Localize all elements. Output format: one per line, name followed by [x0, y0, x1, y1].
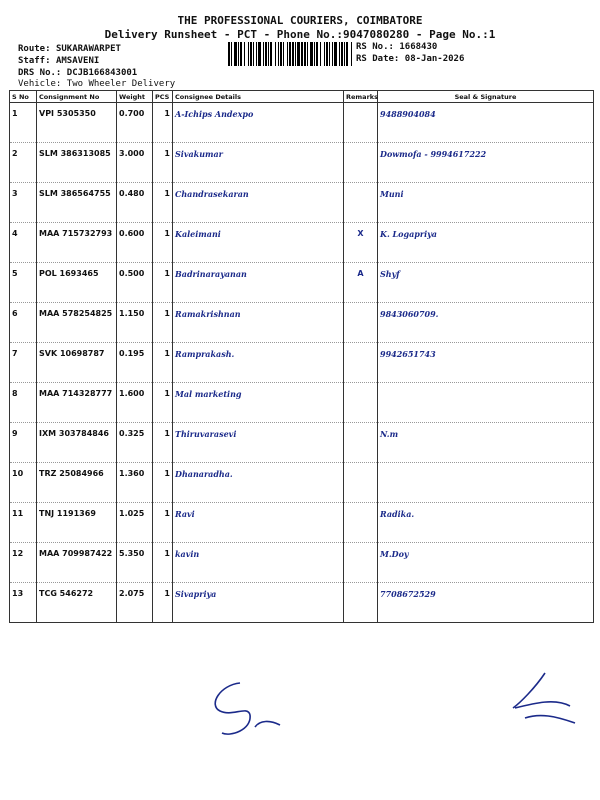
vehicle-label: Vehicle: — [18, 79, 62, 89]
row-sno: 2 — [10, 143, 37, 183]
row-sno: 10 — [10, 463, 37, 503]
barcode-bar — [287, 42, 288, 66]
rs-date-value: 08-Jan-2026 — [404, 54, 465, 64]
rs-no-label: RS No.: — [356, 42, 394, 52]
row-consignment: MAA 709987422 — [37, 543, 117, 583]
row-signature: 7708672529 — [378, 583, 594, 623]
table-row — [10, 263, 594, 303]
vehicle-line — [18, 79, 175, 89]
barcode-bar — [316, 42, 318, 66]
row-sno: 5 — [10, 263, 37, 303]
runsheet-table — [9, 90, 594, 623]
row-remarks — [344, 383, 378, 423]
row-signature: Muni — [378, 183, 594, 223]
drs-line — [18, 68, 137, 78]
row-pcs: 1 — [153, 343, 173, 383]
row-consignee: Mal marketing — [173, 383, 344, 423]
row-consignment: MAA 714328777 — [37, 383, 117, 423]
row-sno: 4 — [10, 223, 37, 263]
barcode-bar — [314, 42, 315, 66]
barcode-bar — [240, 42, 242, 66]
rs-date-line — [356, 54, 464, 64]
row-pcs: 1 — [153, 263, 173, 303]
table-row — [10, 583, 594, 623]
barcode-bar — [346, 42, 348, 66]
row-sno: 6 — [10, 303, 37, 343]
route-value: SUKARAWARPET — [55, 44, 121, 54]
row-signature: Radika. — [378, 503, 594, 543]
barcode-bar — [332, 42, 333, 66]
row-signature: N.m — [378, 423, 594, 463]
row-consignment: POL 1693465 — [37, 263, 117, 303]
row-pcs: 1 — [153, 303, 173, 343]
row-pcs: 1 — [153, 583, 173, 623]
table-row — [10, 463, 594, 503]
row-consignee: Dhanaradha. — [173, 463, 344, 503]
row-signature: K. Logapriya — [378, 223, 594, 263]
rs-no-value: 1668430 — [399, 42, 438, 52]
row-consignee: Badrinarayanan — [173, 263, 344, 303]
staff-line — [18, 56, 99, 66]
row-consignee: kavin — [173, 543, 344, 583]
row-consignment: VPI 5305350 — [37, 103, 117, 143]
row-remarks — [344, 543, 378, 583]
barcode-bar — [292, 42, 294, 66]
barcode-bar — [248, 42, 249, 66]
row-remarks: X — [344, 223, 378, 263]
row-remarks: A — [344, 263, 378, 303]
row-pcs: 1 — [153, 503, 173, 543]
drs-value: DCJB166843001 — [66, 68, 138, 78]
row-signature: 9488904084 — [378, 103, 594, 143]
row-consignee: Sivapriya — [173, 583, 344, 623]
row-sno: 8 — [10, 383, 37, 423]
row-sno: 9 — [10, 423, 37, 463]
row-consignment: MAA 715732793 — [37, 223, 117, 263]
row-consignee: Kaleimani — [173, 223, 344, 263]
row-signature: M.Doy — [378, 543, 594, 583]
row-consignee: Sivakumar — [173, 143, 344, 183]
row-pcs: 1 — [153, 183, 173, 223]
barcode-bar — [289, 42, 291, 66]
col-weight: Weight — [117, 91, 153, 103]
row-consignment: TCG 546272 — [37, 583, 117, 623]
table-row — [10, 183, 594, 223]
row-weight: 1.600 — [117, 383, 153, 423]
barcode-bar — [265, 42, 267, 66]
row-weight: 0.700 — [117, 103, 153, 143]
row-consignee: A-Ichips Andexpo — [173, 103, 344, 143]
staff-value: AMSAVENI — [55, 56, 100, 66]
row-consignee: Ramakrishnan — [173, 303, 344, 343]
barcode-bar — [329, 42, 330, 66]
barcode-bar — [297, 42, 300, 66]
row-consignment: TRZ 25084966 — [37, 463, 117, 503]
row-consignment: SLM 386564755 — [37, 183, 117, 223]
row-remarks — [344, 103, 378, 143]
barcode-bar — [301, 42, 303, 66]
table-row — [10, 143, 594, 183]
staff-label: Staff: — [18, 56, 51, 66]
barcode-bar — [275, 42, 276, 66]
row-pcs: 1 — [153, 223, 173, 263]
row-remarks — [344, 503, 378, 543]
barcode-bar — [307, 42, 308, 66]
barcode-bar — [341, 42, 343, 66]
row-remarks — [344, 143, 378, 183]
barcode-bar — [283, 42, 284, 66]
row-sno: 7 — [10, 343, 37, 383]
row-consignee: Ravi — [173, 503, 344, 543]
rs-no-line — [356, 42, 437, 52]
row-signature: Dowmofa - 9994617222 — [378, 143, 594, 183]
col-sno: S No — [10, 91, 37, 103]
row-consignment: SVK 10698787 — [37, 343, 117, 383]
row-weight: 0.600 — [117, 223, 153, 263]
barcode-bar — [268, 42, 269, 66]
route-line — [18, 44, 121, 54]
row-remarks — [344, 183, 378, 223]
row-pcs: 1 — [153, 423, 173, 463]
table-row — [10, 503, 594, 543]
row-weight: 2.075 — [117, 583, 153, 623]
col-pcs: PCS — [153, 91, 173, 103]
row-consignee: Chandrasekaran — [173, 183, 344, 223]
row-sno: 11 — [10, 503, 37, 543]
barcode-bar — [326, 42, 328, 66]
route-label: Route: — [18, 44, 51, 54]
row-remarks — [344, 423, 378, 463]
company-title: THE PROFESSIONAL COURIERS, COIMBATORE — [177, 14, 423, 27]
row-weight: 0.480 — [117, 183, 153, 223]
col-remarks: Remarks — [344, 91, 378, 103]
barcode-bar — [231, 42, 232, 66]
barcode-bar — [256, 42, 257, 66]
col-consignee: Consignee Details — [173, 91, 344, 103]
row-signature — [378, 383, 594, 423]
rs-date-label: RS Date: — [356, 54, 400, 64]
table-row — [10, 103, 594, 143]
row-weight: 1.025 — [117, 503, 153, 543]
row-weight: 0.195 — [117, 343, 153, 383]
row-remarks — [344, 303, 378, 343]
barcode-bar — [280, 42, 282, 66]
barcode-bar — [295, 42, 296, 66]
barcode-bar — [228, 42, 230, 66]
barcode-bar — [324, 42, 325, 66]
row-signature: Shyf — [378, 263, 594, 303]
barcode-bar — [238, 42, 239, 66]
barcode-bar — [250, 42, 252, 66]
row-weight: 3.000 — [117, 143, 153, 183]
row-weight: 1.360 — [117, 463, 153, 503]
barcode-bar — [304, 42, 306, 66]
row-weight: 5.350 — [117, 543, 153, 583]
barcode-bar — [339, 42, 340, 66]
row-weight: 0.325 — [117, 423, 153, 463]
row-signature — [378, 463, 594, 503]
barcode-bar — [278, 42, 279, 66]
table-row — [10, 423, 594, 463]
barcode-bar — [234, 42, 237, 66]
barcode-bar — [320, 42, 321, 66]
barcode-bar — [344, 42, 345, 66]
barcode-bar — [258, 42, 261, 66]
row-remarks — [344, 463, 378, 503]
row-pcs: 1 — [153, 383, 173, 423]
table-header-row — [10, 91, 594, 103]
runsheet-subtitle: Delivery Runsheet - PCT - Phone No.:9047080280 - Page No.:1 — [104, 28, 496, 41]
row-pcs: 1 — [153, 143, 173, 183]
barcode — [228, 42, 352, 66]
barcode-bar — [351, 42, 352, 66]
row-signature: 9942651743 — [378, 343, 594, 383]
table-row — [10, 543, 594, 583]
barcode-bar — [270, 42, 272, 66]
row-remarks — [344, 583, 378, 623]
barcode-bar — [334, 42, 337, 66]
row-sno: 1 — [10, 103, 37, 143]
col-signature: Seal & Signature — [378, 91, 594, 103]
row-consignment: TNJ 1191369 — [37, 503, 117, 543]
row-consignee: Ramprakash. — [173, 343, 344, 383]
row-remarks — [344, 343, 378, 383]
row-pcs: 1 — [153, 103, 173, 143]
table-row — [10, 303, 594, 343]
row-sno: 13 — [10, 583, 37, 623]
row-consignee: Thiruvarasevi — [173, 423, 344, 463]
courier-signature — [200, 675, 290, 745]
row-sno: 3 — [10, 183, 37, 223]
barcode-bar — [244, 42, 245, 66]
table-row — [10, 383, 594, 423]
drs-label: DRS No.: — [18, 68, 62, 78]
barcode-bar — [263, 42, 264, 66]
row-pcs: 1 — [153, 463, 173, 503]
vehicle-value: Two Wheeler Delivery — [66, 79, 176, 89]
barcode-bar — [253, 42, 254, 66]
row-consignment: IXM 303784846 — [37, 423, 117, 463]
table-row — [10, 223, 594, 263]
row-pcs: 1 — [153, 543, 173, 583]
row-weight: 1.150 — [117, 303, 153, 343]
table-row — [10, 343, 594, 383]
barcode-bar — [310, 42, 313, 66]
row-consignment: SLM 386313085 — [37, 143, 117, 183]
row-sno: 12 — [10, 543, 37, 583]
supervisor-signature — [505, 668, 585, 733]
row-consignment: MAA 578254825 — [37, 303, 117, 343]
row-signature: 9843060709. — [378, 303, 594, 343]
col-consignment: Consignment No — [37, 91, 117, 103]
row-weight: 0.500 — [117, 263, 153, 303]
